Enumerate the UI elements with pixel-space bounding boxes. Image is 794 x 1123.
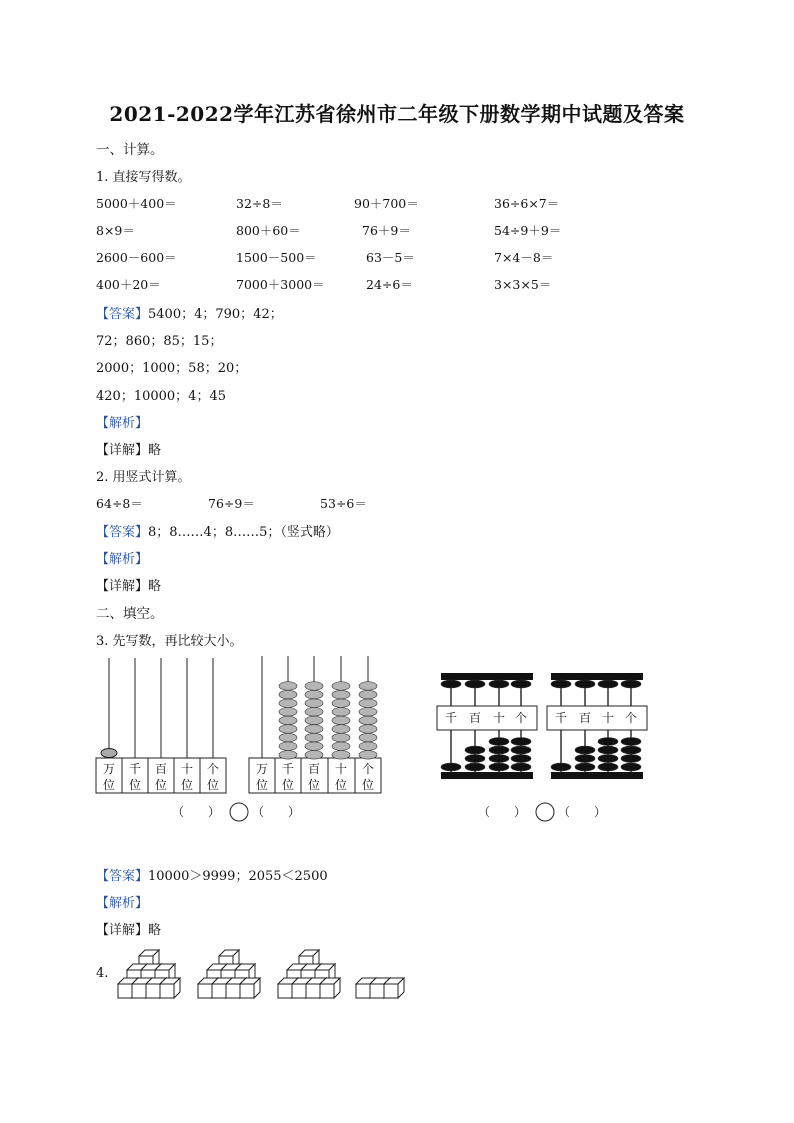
q1-item: 7×4－8＝: [494, 250, 554, 265]
q1-item: 32÷8＝: [236, 196, 283, 211]
answer-text: 8；8……4；8……5；（竖式略）: [148, 525, 339, 540]
abacus-bead: [489, 680, 509, 688]
q1-detail: [96, 439, 161, 458]
detail-tag: 【详解】: [96, 443, 149, 458]
place-label: 千: [128, 762, 142, 776]
abacus-bead: [332, 733, 350, 742]
analysis-tag: 【解析】: [96, 896, 149, 911]
place-suffix: 位: [361, 778, 375, 792]
abacus-bead: [279, 742, 297, 751]
abacus-bead: [598, 755, 618, 763]
compare-circle: [536, 803, 554, 821]
abacus-bead: [511, 680, 531, 688]
q1-answer-line: 420；10000；4；45: [96, 389, 226, 404]
abacus-bead: [279, 699, 297, 708]
abacus-bead: [279, 751, 297, 760]
cube-stack: [278, 950, 340, 998]
analysis-tag: 【解析】: [96, 416, 149, 431]
detail-text: 略: [148, 579, 162, 594]
analysis-tag: 【解析】: [96, 552, 149, 567]
q2-item: 76÷9＝: [208, 496, 255, 511]
q3-prompt: 3. 先写数，再比较大小。: [96, 634, 243, 649]
place-label: 百: [154, 762, 168, 776]
q2-detail: [96, 575, 161, 594]
abacus-bead: [575, 680, 595, 688]
abacus-bead: [465, 680, 485, 688]
abacus-bead: [279, 708, 297, 717]
abacus-bead: [489, 738, 509, 746]
abacus-bead: [279, 725, 297, 734]
q1-answer-line: 2000；1000；58；20；: [96, 361, 248, 376]
abacus-bead: [279, 682, 297, 691]
abacus-bead: [332, 742, 350, 751]
q2-item: 64÷8＝: [96, 496, 143, 511]
abacus-bead: [359, 682, 377, 691]
place-label: 个: [206, 762, 220, 776]
q4-number: 4.: [96, 966, 109, 981]
place-suffix: 位: [206, 778, 220, 792]
abacus-bead: [305, 716, 323, 725]
q1-answer: [96, 303, 283, 322]
abacus-bead: [511, 746, 531, 754]
place-label: 十: [180, 762, 194, 776]
blank: （ ）: [478, 805, 527, 819]
abacus-bead: [621, 755, 641, 763]
place-suffix: 位: [102, 778, 116, 792]
cube-stack: [198, 950, 260, 998]
abacus-bead: [621, 763, 641, 771]
q1-item: 2600－600＝: [96, 250, 177, 265]
abacus-bead: [465, 755, 485, 763]
q1-item: 800＋60＝: [236, 223, 301, 238]
place-suffix: 位: [334, 778, 348, 792]
q3-compare-left: [172, 803, 300, 821]
abacus-bead: [305, 742, 323, 751]
place-label: 千: [554, 711, 568, 725]
place-label: 个: [624, 711, 638, 725]
q2-answer: [96, 521, 339, 540]
abacus-bead: [359, 699, 377, 708]
abacus-bead: [332, 699, 350, 708]
place-suffix: 位: [154, 778, 168, 792]
cube-row: [356, 978, 404, 998]
blank: （ ）: [252, 805, 301, 819]
detail-tag: 【详解】: [96, 579, 149, 594]
place-suffix: 位: [255, 778, 269, 792]
abacus-bead: [359, 742, 377, 751]
q1-item: 76＋9＝: [362, 223, 411, 238]
frame-b-beads: [279, 682, 377, 759]
q1-item: 36÷6×7＝: [494, 196, 560, 211]
q3-detail: [96, 919, 161, 938]
detail-text: 略: [148, 443, 162, 458]
abacus-bead: [511, 738, 531, 746]
abacus-bead: [575, 763, 595, 771]
q2-item: 53÷6＝: [320, 496, 367, 511]
abacus-bead: [279, 716, 297, 725]
abacus-bead: [511, 763, 531, 771]
abacus-bead: [359, 725, 377, 734]
abacus-bead: [551, 680, 571, 688]
abacus-bead: [598, 763, 618, 771]
q1-item: 5000＋400＝: [96, 196, 177, 211]
abacus-bead: [465, 763, 485, 771]
q2-prompt: 2. 用竖式计算。: [96, 470, 191, 485]
place-suffix: 位: [307, 778, 321, 792]
place-label: 十: [601, 711, 615, 725]
q1-prompt: 1. 直接写得数。: [96, 170, 191, 185]
detail-text: 略: [148, 923, 162, 938]
abacus-bead: [332, 708, 350, 717]
compare-circle: [230, 803, 248, 821]
abacus-bead: [511, 755, 531, 763]
q1-item: 7000＋3000＝: [236, 277, 325, 292]
q1-item: 1500－500＝: [236, 250, 317, 265]
answer-text: 10000＞9999；2055＜2500: [148, 869, 328, 884]
answer-tag: 【答案】: [96, 307, 149, 322]
q1-item: 90＋700＝: [354, 196, 419, 211]
place-suffix: 位: [128, 778, 142, 792]
abacus-bead: [359, 716, 377, 725]
abacus-bead: [598, 738, 618, 746]
cube-stack: [118, 950, 180, 998]
abacus-bead: [279, 690, 297, 699]
abacus-bead: [332, 751, 350, 760]
abacus-bead: [465, 746, 485, 754]
q3-figures: [0, 648, 794, 838]
abacus-bead: [621, 680, 641, 688]
blank: （ ）: [172, 805, 221, 819]
q1-item: 3×3×5＝: [494, 277, 552, 292]
place-label: 个: [514, 711, 528, 725]
abacus-bead: [575, 746, 595, 754]
abacus-bead: [101, 749, 117, 758]
abacus-bead: [359, 708, 377, 717]
q1-item: 63－5＝: [366, 250, 415, 265]
abacus-bead: [332, 682, 350, 691]
abacus-bead: [441, 680, 461, 688]
answer-tag: 【答案】: [96, 869, 149, 884]
q1-item: 54÷9＋9＝: [494, 223, 562, 238]
answer-tag: 【答案】: [96, 525, 149, 540]
abacus-bead: [575, 755, 595, 763]
abacus-bead: [489, 746, 509, 754]
abacus-bead: [305, 725, 323, 734]
abacus-bead: [621, 738, 641, 746]
place-suffix: 位: [180, 778, 194, 792]
abacus-bead: [332, 716, 350, 725]
abacus-bead: [305, 682, 323, 691]
q4-figures: [0, 938, 794, 1018]
q1-item: 8×9＝: [96, 223, 135, 238]
place-suffix: 位: [281, 778, 295, 792]
abacus-bead: [305, 699, 323, 708]
abacus-bead: [489, 763, 509, 771]
abacus-bead: [332, 725, 350, 734]
abacus-bead: [332, 690, 350, 699]
answer-text: 5400；4；790；42；: [148, 307, 283, 322]
place-label: 百: [578, 711, 592, 725]
place-label: 千: [281, 762, 295, 776]
blank: （ ）: [558, 805, 607, 819]
place-label: 百: [307, 762, 321, 776]
q1-answer-line: 72；860；85；15；: [96, 334, 223, 349]
abacus-bead: [441, 763, 461, 771]
abacus-bead: [621, 746, 641, 754]
document-title: 2021-2022学年江苏省徐州市二年级下册数学期中试题及答案: [109, 102, 685, 126]
abacus-bead: [489, 755, 509, 763]
abacus-bead: [598, 680, 618, 688]
abacus-bead: [305, 733, 323, 742]
abacus-bead: [305, 690, 323, 699]
place-label: 百: [468, 711, 482, 725]
place-label: 个: [361, 762, 375, 776]
q3-answer: [96, 865, 328, 884]
q3-compare-right: [478, 803, 606, 821]
abacus-bead: [359, 690, 377, 699]
abacus-bead: [359, 751, 377, 760]
place-label: 十: [492, 711, 506, 725]
section-1-heading: 一、计算。: [96, 142, 164, 158]
place-label: 万: [255, 762, 269, 776]
abacus-bead: [305, 708, 323, 717]
section-2-heading: 二、填空。: [96, 606, 164, 622]
abacus-bead: [359, 733, 377, 742]
detail-tag: 【详解】: [96, 923, 149, 938]
q1-item: 400＋20＝: [96, 277, 161, 292]
abacus-bead: [598, 746, 618, 754]
abacus-bead: [551, 763, 571, 771]
place-label: 十: [334, 762, 348, 776]
abacus-bead: [279, 733, 297, 742]
abacus-bead: [305, 751, 323, 760]
place-label: 千: [444, 711, 458, 725]
q1-item: 24÷6＝: [366, 277, 413, 292]
place-label: 万: [102, 762, 116, 776]
